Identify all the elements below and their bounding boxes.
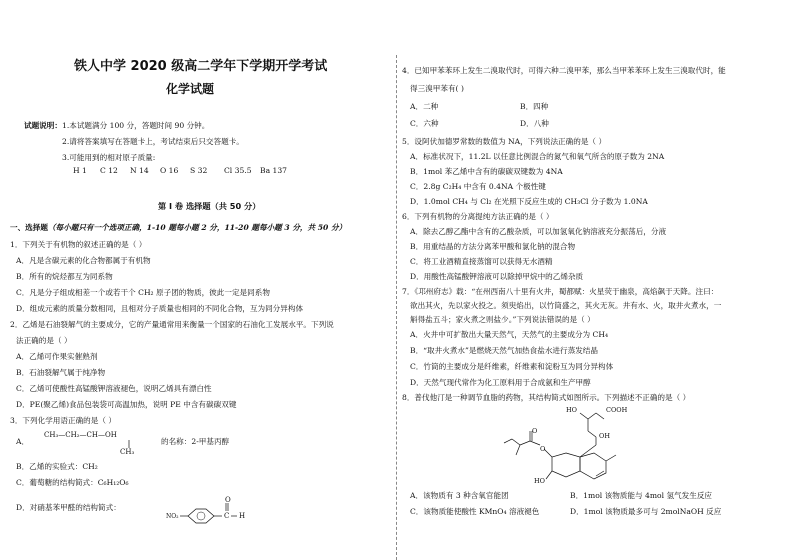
section-intro-label: 一、选择题: [10, 223, 48, 232]
q8-option-d: D．1mol 该物质最多可与 2molNaOH 反应: [570, 507, 722, 516]
section-intro-text: （每小题只有一个选项正确，1-10 题每小题 2 分，11-20 题每小题 3 分，共 50 分）: [47, 223, 347, 232]
q6-stem: 6．下列有机物的分离提纯方法正确的是（ ）: [402, 212, 554, 221]
atomic-mass-h: H 1: [73, 166, 87, 175]
mol-label-ho-top: HO: [566, 406, 577, 414]
column-divider: [396, 55, 397, 560]
q2-stem-line2: 法正确的是（ ）: [16, 336, 72, 345]
instruction-2: 2.请将答案填写在答题卡上，考试结束后只交答题卡。: [62, 137, 244, 146]
q3-option-b: B．乙烯的实验式：CH₂: [16, 462, 98, 471]
q7-stem-line3: 斛得盐五斗；家火煮之则盐少。”下列说法错误的是（ ）: [410, 315, 595, 324]
q2-option-a: A．乙烯可作果实催熟剂: [16, 352, 98, 361]
q8-option-c: C．该物质能使酸性 KMnO₄ 溶液褪色: [410, 507, 540, 516]
q3-stem: 3．下列化学用语正确的是（ ）: [10, 416, 116, 425]
q5-option-c: C．2.8g C₂H₄ 中含有 0.4NA 个极性键: [410, 182, 546, 191]
q7-option-d: D．天然气现代常作为化工原料用于合成氨和生产甲醇: [410, 378, 591, 387]
q2-option-d: D．PE(聚乙烯)食品包装袋可高温加热，说明 PE 中含有碳碳双键: [16, 400, 237, 409]
q6-option-d: D．用酸性高锰酸钾溶液可以除掉甲烷中的乙烯杂质: [410, 272, 584, 281]
mol-label-cooh: COOH: [606, 406, 628, 414]
q3-option-c: C．葡萄糖的结构简式：C₆H₁₂O₆: [16, 478, 129, 487]
q4-option-a: A．二种: [410, 102, 439, 111]
atomic-mass-s: S 32: [190, 166, 208, 175]
instruction-3: 3.可能用到的相对原子质量:: [62, 153, 156, 162]
q7-option-a: A．火井中可扩散出大量天然气，天然气的主要成分为 CH₄: [410, 330, 609, 339]
mol-label-oh: OH: [599, 432, 610, 440]
q7-stem-line2: 欲出其火，先以家火投之。须臾焰出，以竹筒盛之，其火无灰。井有水、火，取井火煮水，一: [410, 301, 722, 310]
q5-option-d: D．1.0mol CH₄ 与 Cl₂ 在光照下反应生成的 CH₃Cl 分子数为 1.0NA: [410, 197, 648, 206]
q7-stem-line1: 7．《邛州府志》载：“在州西南八十里有火井，蜀都赋：火星荧于幽泉，高焰飙于天降。注曰：: [402, 287, 719, 296]
q2-option-b: B．石油裂解气属于纯净物: [16, 368, 106, 377]
cho-carbon-label: C: [224, 512, 230, 520]
atomic-mass-cl: Cl 35.5: [224, 166, 252, 175]
exam-subtitle: 化学试题: [166, 82, 215, 96]
q7-option-b: B．“取井火煮水”是燃烧天然气加热食盐水进行蒸发结晶: [410, 346, 598, 355]
q4-stem-line1: 4．已知甲苯苯环上发生二溴取代时，可得六种二溴甲苯，那么当甲苯苯环上发生三溴取代时，能: [402, 66, 726, 75]
q3-structure-top: CH₃—CH₂—CH—OH: [44, 431, 117, 439]
mol-label-ester-o: O: [540, 445, 546, 453]
q2-stem-line1: 2．乙烯是石油裂解气的主要成分，它的产量通常用来衡量一个国家的石油化工发展水平。下列说: [10, 320, 334, 329]
q1-option-a: A．凡是含碳元素的化合物都属于有机物: [16, 256, 151, 265]
atomic-mass-o: O 16: [160, 166, 179, 175]
no2-label: NO₂: [166, 513, 179, 520]
cho-oxygen-label: O: [225, 496, 231, 504]
cho-hydrogen-label: H: [239, 512, 246, 520]
q5-option-b: B．1mol 苯乙烯中含有的碳碳双键数为 4NA: [410, 167, 563, 176]
q8-option-b: B．1mol 该物质能与 4mol 氢气发生反应: [570, 491, 713, 500]
section-heading: 第 I 卷 选择题（共 50 分）: [158, 201, 261, 211]
q8-stem: 8．普伐他汀是一种调节血脂的药物，其结构简式如图所示。下列描述不正确的是（ ）: [402, 393, 691, 402]
q6-option-c: C．将工业酒精直接蒸馏可以获得无水酒精: [410, 257, 553, 266]
q4-option-d: D．八种: [520, 119, 549, 128]
q4-option-b: B．四种: [520, 102, 549, 111]
atomic-mass-c: C 12: [100, 166, 118, 175]
instruction-1: 1.本试题满分 100 分，答题时间 90 分钟。: [62, 121, 210, 130]
q7-option-c: C．竹筒的主要成分是纤维素，纤维素和淀粉互为同分异构体: [410, 362, 614, 371]
q1-option-c: C．凡是分子组成相差一个或若干个 CH₂ 原子团的物质，彼此一定是同系物: [16, 288, 270, 297]
q4-stem-line2: 得三溴甲苯有( ): [410, 84, 464, 93]
atomic-mass-n: N 14: [130, 166, 149, 175]
q3-option-a-label: A．: [16, 437, 30, 446]
q6-option-a: A．除去乙醇乙酯中含有的乙酸杂质，可以加氢氧化钠溶液充分振荡后，分液: [410, 227, 667, 236]
q3-structure-bottom: CH₃: [120, 448, 135, 456]
q5-option-a: A．标准状况下，11.2L 以任意比例混合的氮气和氧气所含的原子数为 2NA: [410, 152, 665, 161]
section-intro: [10, 223, 346, 233]
q3-option-a-name: 的名称：2-甲基丙醇: [161, 437, 230, 446]
q6-option-b: B．用重结晶的方法分离苯甲酸和氯化钠的混合物: [410, 242, 576, 251]
q5-stem: 5．设阿伏加德罗常数的数值为 NA，下列说法正确的是（ ）: [402, 137, 607, 146]
mol-label-ho-bottom: HO: [534, 477, 545, 485]
exam-title: 铁人中学 2020 级高二学年下学期开学考试: [74, 59, 328, 74]
q8-option-a: A．该物质有 3 种含氧官能团: [410, 491, 509, 500]
atomic-mass-ba: Ba 137: [260, 166, 288, 175]
q2-option-c: C．乙烯可使酸性高锰酸钾溶液褪色，说明乙烯具有漂白性: [16, 384, 212, 393]
pravastatin-structure: [496, 405, 646, 490]
q3-option-d: D．对硝基苯甲醛的结构简式：: [16, 503, 121, 512]
q1-option-b: B．所有的烷烃都互为同系物: [16, 272, 113, 281]
q1-option-d: D．组成元素的质量分数相同，且相对分子质量也相同的不同化合物，互为同分异构体: [16, 304, 304, 313]
q1-stem: 1．下列关于有机物的叙述正确的是（ ）: [10, 240, 147, 249]
mol-label-carbonyl-o: O: [532, 427, 538, 435]
instructions-label: 试题说明：: [24, 121, 62, 130]
q4-option-c: C．六种: [410, 119, 439, 128]
